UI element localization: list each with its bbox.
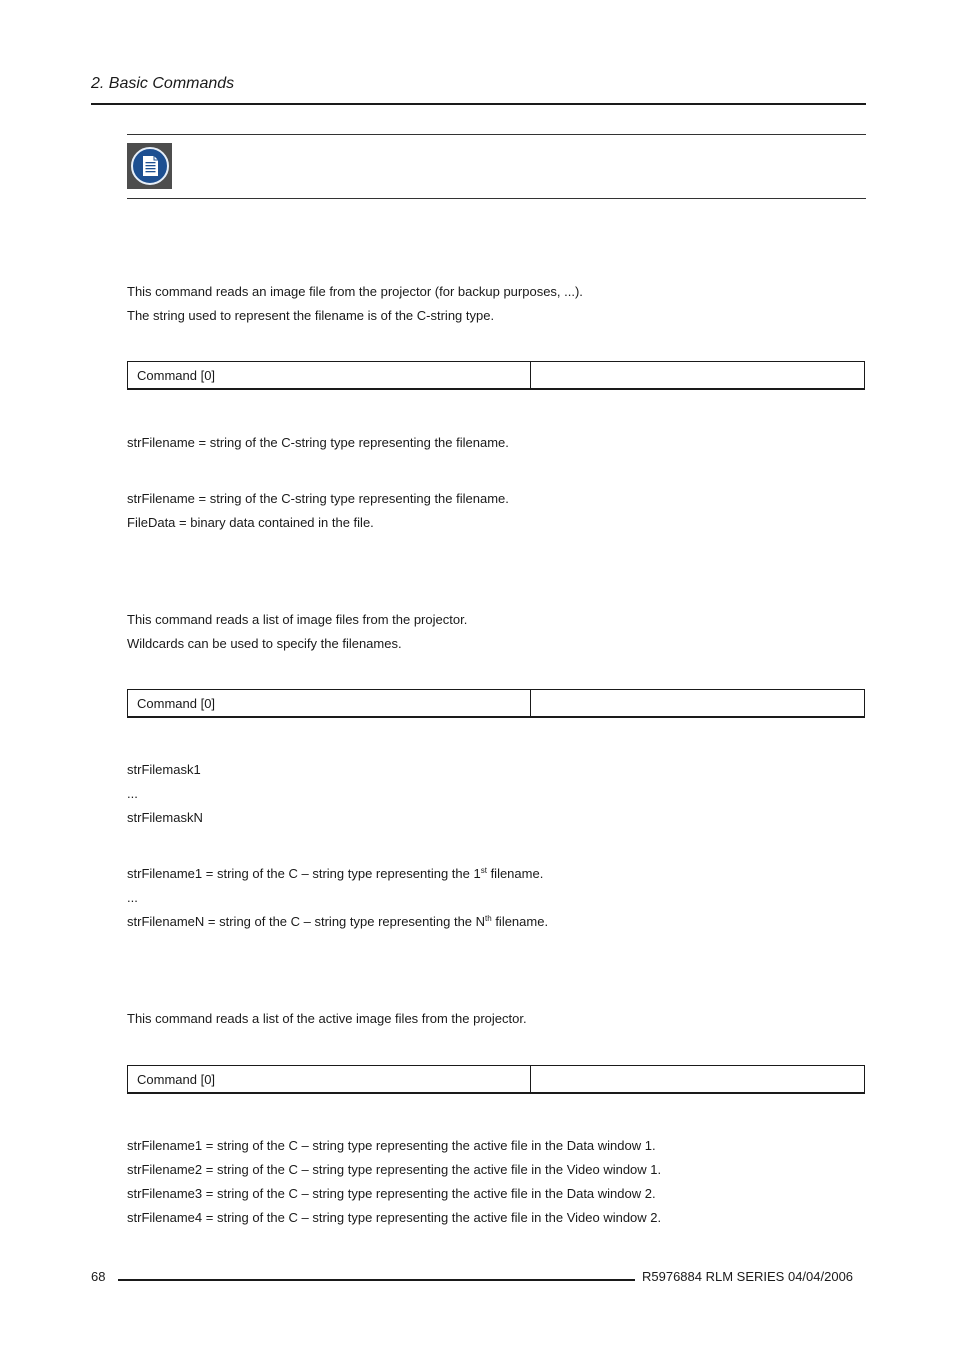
- command-cell: Command [0]: [128, 690, 531, 716]
- note-bottom-rule: [127, 198, 866, 199]
- section2-command-table: [127, 689, 865, 718]
- footer-rule: [118, 1279, 635, 1281]
- section2-response-last: [127, 914, 548, 930]
- section2-filemask-1: strFilemask1: [127, 762, 201, 777]
- section2-wildcards-note: Wildcards can be used to specify the filenames.: [127, 636, 402, 651]
- response-last-text: strFilenameN = string of the C – string type representing the N: [127, 914, 486, 929]
- command-cell: Command [0]: [128, 362, 531, 388]
- section3-description: This command reads a list of the active image files from the projector.: [127, 1011, 527, 1026]
- section1-string-type-note: The string used to represent the filename is of the C-string type.: [127, 308, 495, 323]
- command-value-cell: [531, 690, 864, 716]
- section2-filemask-n: strFilemaskN: [127, 810, 203, 825]
- response-first-superscript: st: [480, 866, 487, 875]
- section2-ellipsis-2: ...: [127, 890, 138, 905]
- section3-response-4: strFilename4 = string of the C – string type representing the active file in the Video window 2.: [127, 1210, 662, 1225]
- section3-response-1: strFilename1 = string of the C – string type representing the active file in the Data window 1.: [127, 1138, 656, 1153]
- response-last-superscript: th: [485, 914, 492, 923]
- document-reference: R5976884 RLM SERIES 04/04/2006: [642, 1269, 854, 1284]
- section2-description: This command reads a list of image files from the projector.: [127, 612, 468, 627]
- section1-response-line-2: FileData = binary data contained in the file.: [127, 515, 374, 530]
- page-header-title: 2. Basic Commands: [91, 75, 235, 92]
- response-first-text: strFilename1 = string of the C – string type representing the 1: [127, 866, 481, 881]
- section3-response-3: strFilename3 = string of the C – string type representing the active file in the Data window 2.: [127, 1186, 656, 1201]
- section2-response-first: [127, 866, 543, 882]
- response-first-suffix: filename.: [486, 866, 544, 881]
- header-rule: [91, 103, 866, 105]
- section1-data-line: strFilename = string of the C-string type representing the filename.: [127, 435, 509, 450]
- section3-response-2: strFilename2 = string of the C – string type representing the active file in the Video window 1.: [127, 1162, 662, 1177]
- command-value-cell: [531, 1066, 864, 1092]
- document-note-icon: [127, 143, 172, 189]
- section3-command-table: [127, 1065, 865, 1094]
- command-cell: Command [0]: [128, 1066, 531, 1092]
- command-value-cell: [531, 362, 864, 388]
- response-last-suffix: filename.: [491, 914, 549, 929]
- section1-response-line-1: strFilename = string of the C-string type representing the filename.: [127, 491, 509, 506]
- section2-ellipsis-1: ...: [127, 786, 138, 801]
- page-number: 68: [91, 1269, 106, 1284]
- note-top-rule: [127, 134, 866, 135]
- section1-description: This command reads an image file from the projector (for backup purposes, ...).: [127, 284, 583, 299]
- section1-command-table: [127, 361, 865, 390]
